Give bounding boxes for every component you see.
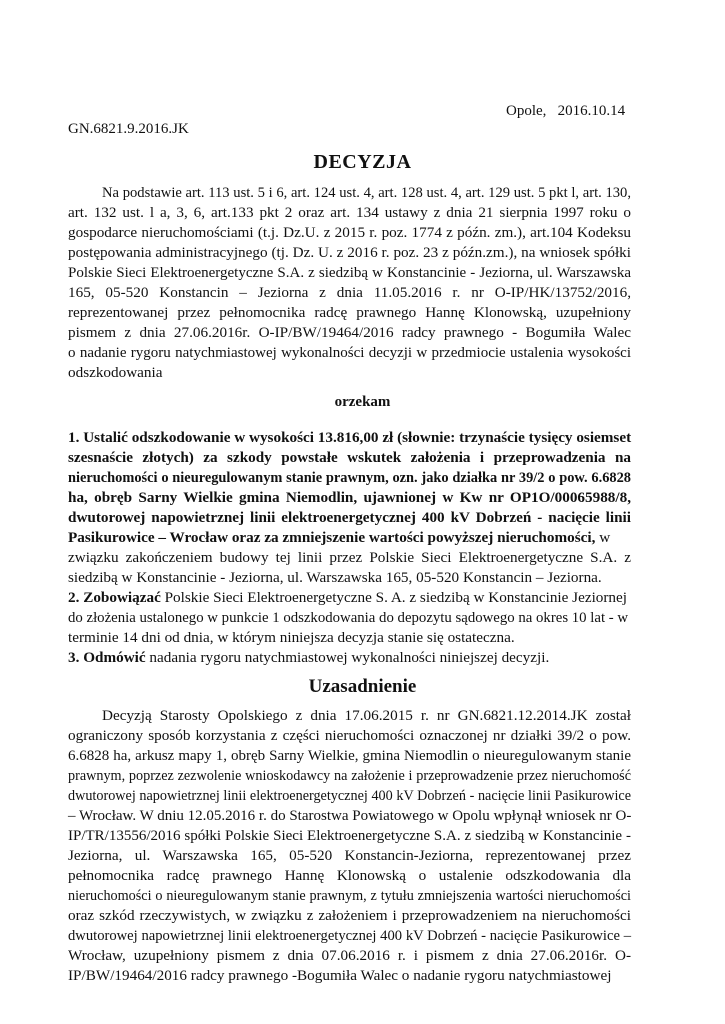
text-line: nieruchomości o nieuregulowanym stanie prawnym, z tytułu zmniejszenia wartości nieruchomości (68, 888, 631, 904)
text-line: o nadanie rygoru natychmiastowej wykonalności decyzji w przedmiocie ustalenia wysokości (68, 345, 631, 361)
ruling-point-1-tail: w (595, 529, 611, 546)
text-line: postępowania administracyjnego (tj. Dz. U. z 2016 r. poz. 23 z późn.zm.), na wniosek spółki (68, 244, 631, 261)
ruling-point-2-line: do złożenia ustalonego w punkcie 1 odszkodowania do depozytu sądowego na okres 10 lat - w (68, 610, 629, 626)
ruling-point-3-line (68, 648, 631, 668)
text-line: – Wrocław. W dniu 12.05.2016 r. do Starostwa Powiatowego w Opolu wpłynął wniosek nr O- (68, 808, 632, 824)
ruling-point-3-text: nadania rygoru natychmiastowej wykonalności niniejszej decyzji. (145, 649, 550, 666)
justification-title: Uzasadnienie (308, 676, 417, 697)
text-line: Jeziorna, ul. Warszawska 165, 05-520 Konstancin-Jeziorna, reprezentowanej przez (68, 847, 631, 864)
ruling-point-1-line: nieruchomości o nieuregulowanym stanie prawnym, ozn. jako działka nr 39/2 o pow. 6.6828 (68, 470, 631, 486)
ruling-point-1-line: dwutorowej napowietrznej linii elektroenergetycznej 400 kV Dobrzeń - nacięcie linii (68, 509, 631, 526)
ruling-point-1-line: ha, obręb Sarny Wielkie gmina Niemodlin, ujawnionej w Kw nr OP1O/00065988/8, (68, 489, 631, 506)
text-line: Wrocław, uzupełniony pismem z dnia 07.06.2016 r. i pismem z dnia 27.06.2016r. O- (68, 947, 631, 964)
ruling-title: orzekam (334, 394, 391, 410)
ruling-point-1-line (68, 528, 631, 548)
text-line: reprezentowanej przez pełnomocnika radcę prawnego Hannę Klonowską, uzupełniony (68, 304, 631, 321)
text-line: odszkodowania (68, 364, 163, 381)
ruling-point-1-bold-end: Pasikurowice – Wrocław oraz za zmniejszenie wartości powyższej nieruchomości, (68, 529, 596, 546)
ruling-point-2-line: terminie 14 dni od dnia, w którym niniejsza decyzja stanie się ostateczna. (68, 629, 515, 646)
ruling-point-3-label: 3. Odmówić (68, 649, 146, 666)
ruling-point-1-line: 1. Ustalić odszkodowanie w wysokości 13.816,00 zł (słownie: trzynaście tysięcy osiemset (68, 429, 632, 446)
text-line: ograniczony sposób korzystania z części nieruchomości oznaczonej nr działki 39/2 o pow. (68, 727, 631, 744)
ruling-point-1-line: związku zakończeniem budowy tej linii przez Polskie Sieci Elektroenergetyczne S.A. z (68, 549, 631, 566)
ruling-point-1-line: siedzibą w Konstancinie - Jeziorna, ul. Warszawska 165, 05-520 Konstancin – Jeziorna. (68, 569, 602, 586)
text-line: Na podstawie art. 113 ust. 5 i 6, art. 124 ust. 4, art. 128 ust. 4, art. 129 ust. 5 pkt l, art. 130, (102, 185, 631, 201)
text-line: dwutorowej napowietrznej linii elektroenergetycznej 400 kV Dobrzeń - nacięcie linii Pasikurowice (68, 788, 631, 804)
ruling-point-2-label: 2. Zobowiązać (68, 589, 161, 606)
text-line: prawnym, poprzez zezwolenie wnioskodawcy na założenie i przeprowadzenie przez nieruchomość (68, 768, 631, 784)
text-line: IP/TR/13556/2016 spółki Polskie Sieci Elektroenergetyczne S.A. z siedzibą w Konstancinie - (68, 828, 631, 844)
text-line: 165, 05-520 Konstancin – Jeziorna z dnia 11.05.2016 r. nr O-IP/HK/13752/2016, (68, 284, 631, 301)
justification-paragraph (68, 706, 631, 986)
text-line: gospodarce nieruchomościami (t.j. Dz.U. z 2015 r. poz. 1774 z późn. zm.), art.104 Kodeksu (68, 224, 631, 241)
legal-basis-paragraph (68, 183, 631, 383)
place-date: Opole, 2016.10.14 (506, 103, 626, 119)
decision-title: DECYZJA (313, 151, 412, 173)
text-line: Polskie Sieci Elektroenergetyczne S.A. z siedzibą w Konstancinie - Jeziorna, ul. Warszawska (68, 265, 631, 281)
ruling-point-2-line (68, 588, 631, 608)
text-line: oraz szkód rzeczywistych, w związku z założeniem i przeprowadzeniem na nieruchomości (68, 907, 631, 924)
text-line: art. 132 ust. l a, 3, 6, art.133 pkt 2 oraz art. 134 ustawy z dnia 21 sierpnia 1997 roku o (68, 204, 631, 221)
text-line: Decyzją Starosty Opolskiego z dnia 17.06.2015 r. nr GN.6821.12.2014.JK został (102, 707, 631, 724)
ruling-section (68, 428, 631, 668)
case-number: GN.6821.9.2016.JK (68, 121, 189, 137)
text-line: pismem z dnia 27.06.2016r. O-IP/BW/19464/2016 radcy prawnego - Bogumiła Walec (68, 324, 631, 341)
text-line: pełnomocnika radcę prawnego Hannę Klonowską o ustalenie odszkodowania dla (68, 867, 631, 884)
text-line: IP/BW/19464/2016 radcy prawnego -Bogumiła Walec o nadanie rygoru natychmiastowej (68, 967, 612, 984)
ruling-point-2-text: Polskie Sieci Elektroenergetyczne S. A. z siedzibą w Konstancinie Jeziornej (160, 589, 627, 606)
text-line: 6.6828 ha, arkusz mapy 1, obręb Sarny Wielkie, gmina Niemodlin o nieuregulowanym stanie (68, 748, 631, 764)
text-line: dwutorowej napowietrznej linii elektroenergetycznej 400 kV Dobrzeń - nacięcie Pasikurowice – (68, 928, 631, 944)
ruling-point-1-line: szesnaście złotych) za szkody powstałe wskutek założenia i przeprowadzenia na (68, 449, 631, 466)
